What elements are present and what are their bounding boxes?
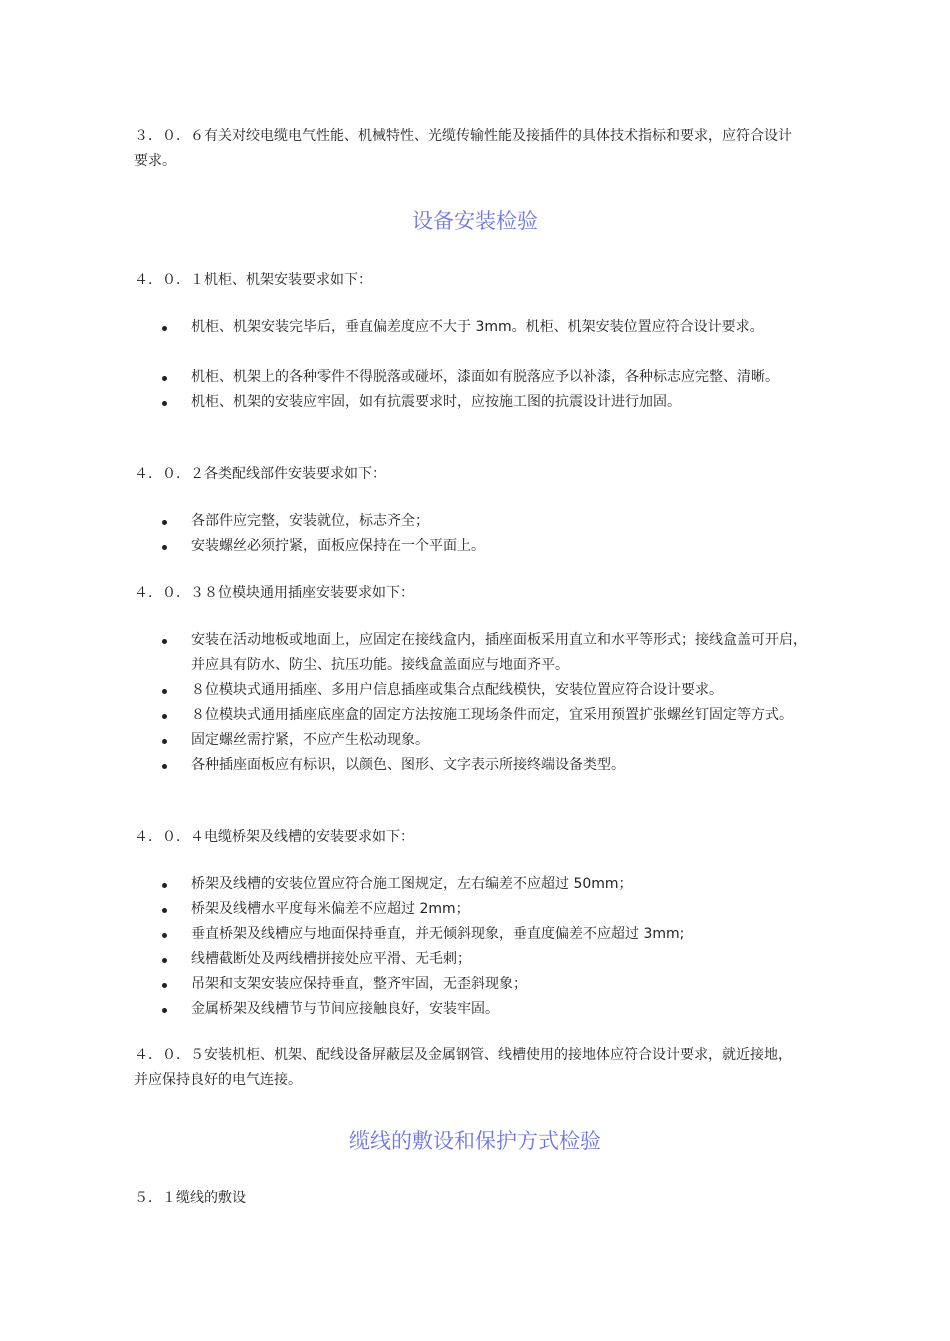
paragraph-5-1: ５．１缆线的敷设 bbox=[134, 1190, 246, 1206]
list-item: 桥架及线槽的安装位置应符合施工图规定，左右编差不应超过 50mm； bbox=[158, 872, 818, 897]
list-4-0-1-a bbox=[158, 315, 818, 340]
list-item: 垂直桥架及线槽应与地面保持垂直，并无倾斜现象，垂直度偏差不应超过 3mm; bbox=[158, 922, 818, 947]
bullet-icon bbox=[162, 983, 167, 988]
paragraph-4-0-3: ４．０．３８位模块通用插座安装要求如下： bbox=[134, 585, 414, 601]
bullet-icon bbox=[162, 326, 167, 331]
bullet-icon bbox=[162, 764, 167, 769]
list-item: 各部件应完整，安装就位，标志齐全； bbox=[158, 509, 818, 534]
paragraph-4-0-1: ４．０．１机柜、机架安装要求如下： bbox=[134, 272, 372, 288]
list-item: 桥架及线槽水平度每米偏差不应超过 2mm； bbox=[158, 897, 818, 922]
list-item: 机柜、机架的安装应牢固，如有抗震要求时，应按施工图的抗震设计进行加固。 bbox=[158, 390, 818, 415]
list-4-0-1-b bbox=[158, 365, 818, 415]
list-item: 安装螺丝必须拧紧，面板应保持在一个平面上。 bbox=[158, 534, 818, 559]
paragraph-4-0-2: ４．０．２各类配线部件安装要求如下： bbox=[134, 466, 386, 482]
list-item: 安装在活动地板或地面上，应固定在接线盒内，插座面板采用直立和水平等形式；接线盒盖可开启，并应具有防水、防尘、抗压功能。接线盒盖面应与地面齐平。 bbox=[158, 628, 818, 678]
bullet-icon bbox=[162, 639, 167, 644]
bullet-icon bbox=[162, 520, 167, 525]
list-item: 固定螺丝需拧紧，不应产生松动现象。 bbox=[158, 728, 818, 753]
list-item: 线槽截断处及两线槽拼接处应平滑、无毛刺； bbox=[158, 947, 818, 972]
bullet-icon bbox=[162, 545, 167, 550]
list-item: ８位模块式通用插座底座盒的固定方法按施工现场条件而定，宜采用预置扩张螺丝钉固定等方式。 bbox=[158, 703, 818, 728]
bullet-icon bbox=[162, 689, 167, 694]
heading-cable-laying: 缆线的敷设和保护方式检验 bbox=[349, 1129, 601, 1153]
list-item: 吊架和支架安装应保持垂直，整齐牢固，无歪斜现象； bbox=[158, 972, 818, 997]
heading-equipment-installation: 设备安装检验 bbox=[412, 209, 538, 233]
paragraph-4-0-4: ４．０．４电缆桥架及线槽的安装要求如下： bbox=[134, 829, 414, 845]
list-4-0-4 bbox=[158, 872, 818, 1022]
bullet-icon bbox=[162, 739, 167, 744]
paragraph-4-0-5: ４．０．５安装机柜、机架、配线设备屏蔽层及金属钢管、线槽使用的接地体应符合设计要求，就近接地，并应保持良好的电气连接。 bbox=[134, 1047, 792, 1088]
bullet-icon bbox=[162, 883, 167, 888]
bullet-icon bbox=[162, 714, 167, 719]
list-item: 机柜、机架上的各种零件不得脱落或碰坏，漆面如有脱落应予以补漆，各种标志应完整、清晰。 bbox=[158, 365, 818, 390]
bullet-icon bbox=[162, 958, 167, 963]
list-4-0-3 bbox=[158, 628, 818, 778]
list-item: ８位模块式通用插座、多用户信息插座或集合点配线模快，安装位置应符合设计要求。 bbox=[158, 678, 818, 703]
bullet-icon bbox=[162, 376, 167, 381]
list-4-0-2 bbox=[158, 509, 818, 559]
bullet-icon bbox=[162, 1008, 167, 1013]
bullet-icon bbox=[162, 908, 167, 913]
list-item: 机柜、机架安装完毕后，垂直偏差度应不大于 3mm。机柜、机架安装位置应符合设计要求。 bbox=[158, 315, 818, 340]
bullet-icon bbox=[162, 401, 167, 406]
bullet-icon bbox=[162, 933, 167, 938]
list-item: 金属桥架及线槽节与节间应接触良好，安装牢固。 bbox=[158, 997, 818, 1022]
paragraph-3-0-6: ３．０．６有关对绞电缆电气性能、机械特性、光缆传输性能及接插件的具体技术指标和要求，应符合设计要求。 bbox=[134, 128, 792, 169]
list-item: 各种插座面板应有标识，以颜色、图形、文字表示所接终端设备类型。 bbox=[158, 753, 818, 778]
